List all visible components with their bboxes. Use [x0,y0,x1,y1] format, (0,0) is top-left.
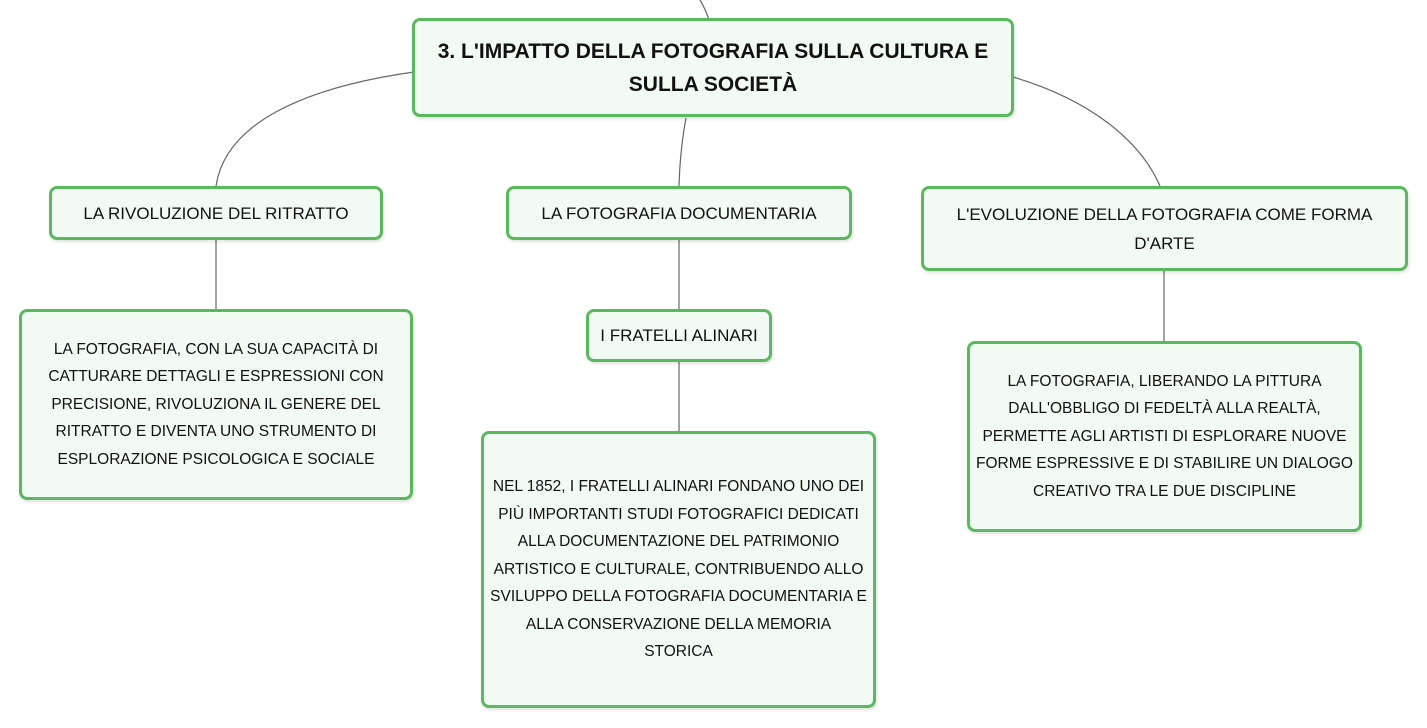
node-fratelli-alinari[interactable] [586,309,772,362]
connector-root-to-documentaria [679,118,686,186]
node-label: L'EVOLUZIONE DELLA FOTOGRAFIA COME FORMA D'ARTE [956,204,1373,253]
node-ritratto-description[interactable] [19,309,413,500]
node-text: LA FOTOGRAFIA, LIBERANDO LA PITTURA DALL'OBBLIGO DI FEDELTÀ ALLA REALTÀ, PERMETTE AGLI ARTISTI DI ESPLORARE NUOVE FORME ESPRESSIVE E DI STABILIRE UN DIALOGO CREATIVO TRA LE DUE DISCIPLINE [976,372,1353,500]
root-node[interactable] [412,18,1014,117]
node-arte-description[interactable] [967,341,1362,532]
connector-root-to-ritratto [216,72,414,186]
node-label: LA FOTOGRAFIA DOCUMENTARIA [541,203,817,223]
node-label: LA RIVOLUZIONE DEL RITRATTO [83,203,349,223]
node-evoluzione-forma-arte[interactable] [921,186,1408,271]
node-text: LA FOTOGRAFIA, CON LA SUA CAPACITÀ DI CATTURARE DETTAGLI E ESPRESSIONI CON PRECISIONE, RIVOLUZIONA IL GENERE DEL RITRATTO E DIVENTA UNO STRUMENTO DI ESPLORAZIONE PSICOLOGICA E SOCIALE [48,340,384,468]
node-label: I FRATELLI ALINARI [600,326,758,345]
connector-incoming [700,0,709,20]
node-rivoluzione-ritratto[interactable] [49,186,383,240]
connector-root-to-arte [1013,77,1160,186]
node-fotografia-documentaria[interactable] [506,186,852,240]
node-alinari-description[interactable] [481,431,876,708]
root-node-title: 3. L'IMPATTO DELLA FOTOGRAFIA SULLA CULTURA E SULLA SOCIETÀ [437,39,989,96]
node-text: NEL 1852, I FRATELLI ALINARI FONDANO UNO DEI PIÙ IMPORTANTI STUDI FOTOGRAFICI DEDICATI ALLA DOCUMENTAZIONE DEL PATRIMONIO ARTISTICO E CULTURALE, CONTRIBUENDO ALLO SVILUPPO DELLA FOTOGRAFIA DOCUMENTARIA E ALLA CONSERVAZIONE DELLA MEMORIA STORICA [490,478,867,661]
